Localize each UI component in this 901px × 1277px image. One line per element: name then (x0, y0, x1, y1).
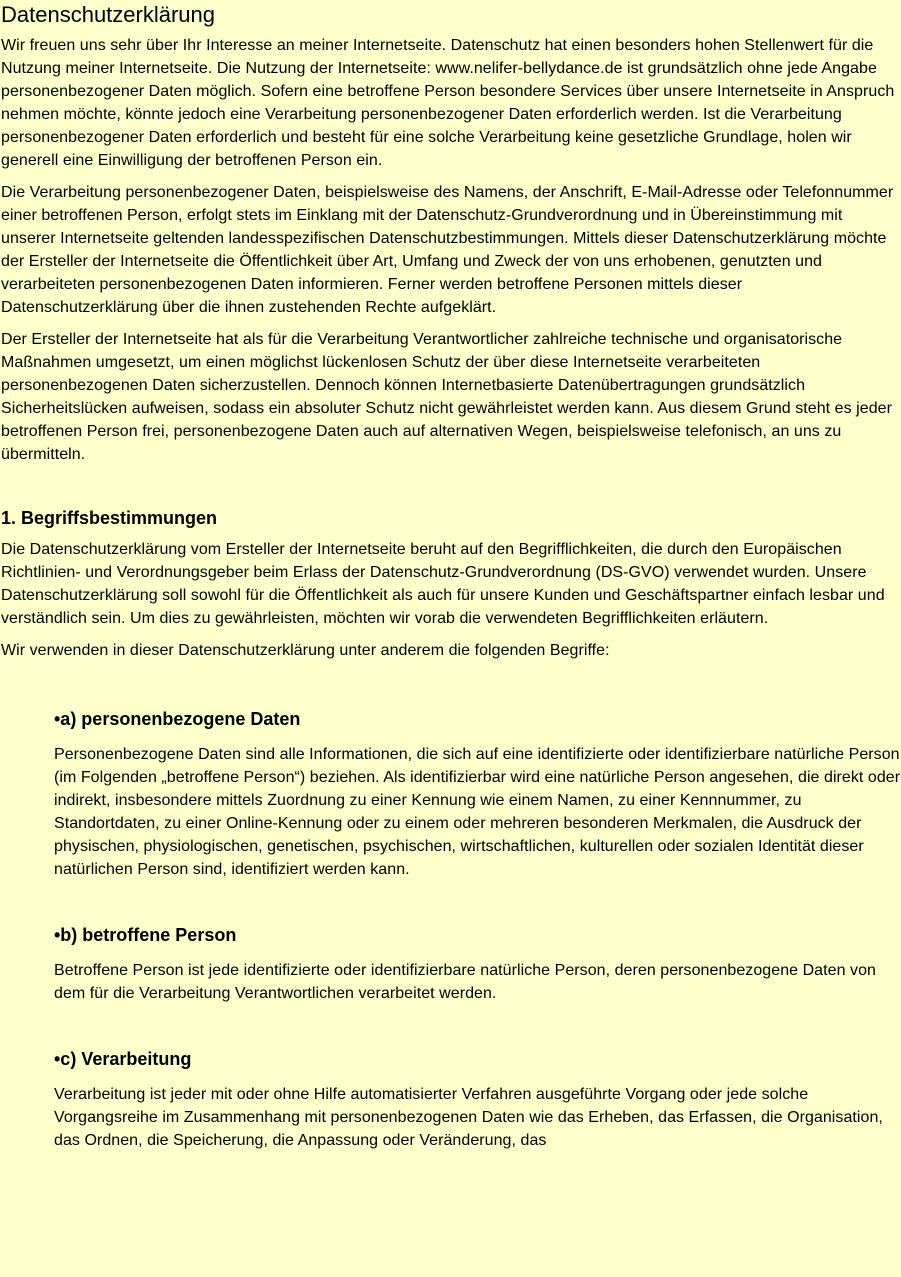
term-item (54, 923, 901, 1005)
privacy-policy-page (0, 2, 901, 1152)
term-item (54, 1047, 901, 1152)
intro-paragraph: Wir freuen uns sehr über Ihr Interesse an meiner Internetseite. Datenschutz hat einen besonders hohen Stellenwert für die Nutzung meiner Internetseite. Die Nutzung der Internetseite: www.nelifer-bellydance.de ist grundsätzlich ohne jede Angabe personenbezogener Daten möglich. Sofern eine betroffene Person besondere Services über unsere Internetseite in Anspruch nehmen möchte, könnte jedoch eine Verarbeitung personenbezogener Daten erforderlich werden. Ist die Verarbeitung personenbezogener Daten erforderlich und besteht für eine solche Verarbeitung keine gesetzliche Grundlage, holen wir generell eine Einwilligung der betroffenen Person ein. (1, 37, 895, 169)
term-item (54, 707, 901, 881)
term-title: •b) betroffene Person (54, 925, 237, 945)
term-definition: Verarbeitung ist jeder mit oder ohne Hilfe automatisierter Verfahren ausgeführte Vorgang oder jede solche Vorgangsreihe im Zusammenhang mit personenbezogenen Daten wie das Erheben, das Erfassen, die Organisation, das Ordnen, die Speicherung, die Anpassung oder Veränderung, das (54, 1086, 883, 1149)
term-title: •a) personenbezogene Daten (54, 709, 301, 729)
intro-paragraph: Der Ersteller der Internetseite hat als für die Verarbeitung Verantwortlicher zahlreiche technische und organisatorische Maßnahmen umgesetzt, um einen möglichst lückenlosen Schutz der über diese Internetseite verarbeiteten personenbezogenen Daten sicherzustellen. Dennoch können Internetbasierte Datenübertragungen grundsätzlich Sicherheitslücken aufweisen, sodass ein absoluter Schutz nicht gewährleistet werden kann. Aus diesem Grund steht es jeder betroffenen Person frei, personenbezogene Daten auch auf alternativen Wegen, beispielsweise telefonisch, an uns zu übermitteln. (1, 331, 892, 463)
term-title: •c) Verarbeitung (54, 1049, 192, 1069)
term-definition: Betroffene Person ist jede identifizierte oder identifizierbare natürliche Person, deren personenbezogene Daten von dem für die Verarbeitung Verantwortlichen verarbeitet werden. (54, 962, 876, 1002)
section-paragraph: Wir verwenden in dieser Datenschutzerklärung unter anderem die folgenden Begriffe: (1, 642, 610, 659)
intro-paragraph: Die Verarbeitung personenbezogener Daten, beispielsweise des Namens, der Anschrift, E-Mail-Adresse oder Telefonnummer einer betroffenen Person, erfolgt stets im Einklang mit der Datenschutz-Grundverordnung und in Übereinstimmung mit unserer Internetseite geltenden landesspezifischen Datenschutzbestimmungen. Mittels dieser Datenschutzerklärung möchte der Ersteller der Internetseite die Öffentlichkeit über Art, Umfang und Zweck der von uns erhobenen, genutzten und verarbeiteten personenbezogenen Daten informieren. Ferner werden betroffene Personen mittels dieser Datenschutzerklärung über die ihnen zustehenden Rechte aufgeklärt. (1, 184, 894, 316)
term-definition: Personenbezogene Daten sind alle Informationen, die sich auf eine identifizierte oder identifizierbare natürliche Person (im Folgenden „betroffene Person“) beziehen. Als identifizierbar wird eine natürliche Person angesehen, die direkt oder indirekt, insbesondere mittels Zuordnung zu einer Kennung wie einem Namen, zu einer Kennnummer, zu Standortdaten, zu einer Online-Kennung oder zu einem oder mehreren besonderen Merkmalen, die Ausdruck der physischen, physiologischen, genetischen, psychischen, wirtschaftlichen, kulturellen oder sozialen Identität dieser natürlichen Person sind, identifiziert werden kann. (54, 746, 901, 878)
section-paragraph: Die Datenschutzerklärung vom Ersteller der Internetseite beruht auf den Begrifflichkeiten, die durch den Europäischen Richtlinien- und Verordnungsgeber beim Erlass der Datenschutz-Grundverordnung (DS-GVO) verwendet wurden. Unsere Datenschutzerklärung soll sowohl für die Öffentlichkeit als auch für unsere Kunden und Geschäftspartner einfach lesbar und verständlich sein. Um dies zu gewährleisten, möchten wir vorab die verwendeten Begrifflichkeiten erläutern. (1, 541, 885, 627)
page-title: Datenschutzerklärung (1, 2, 216, 27)
section-heading: 1. Begriffsbestimmungen (1, 508, 218, 528)
